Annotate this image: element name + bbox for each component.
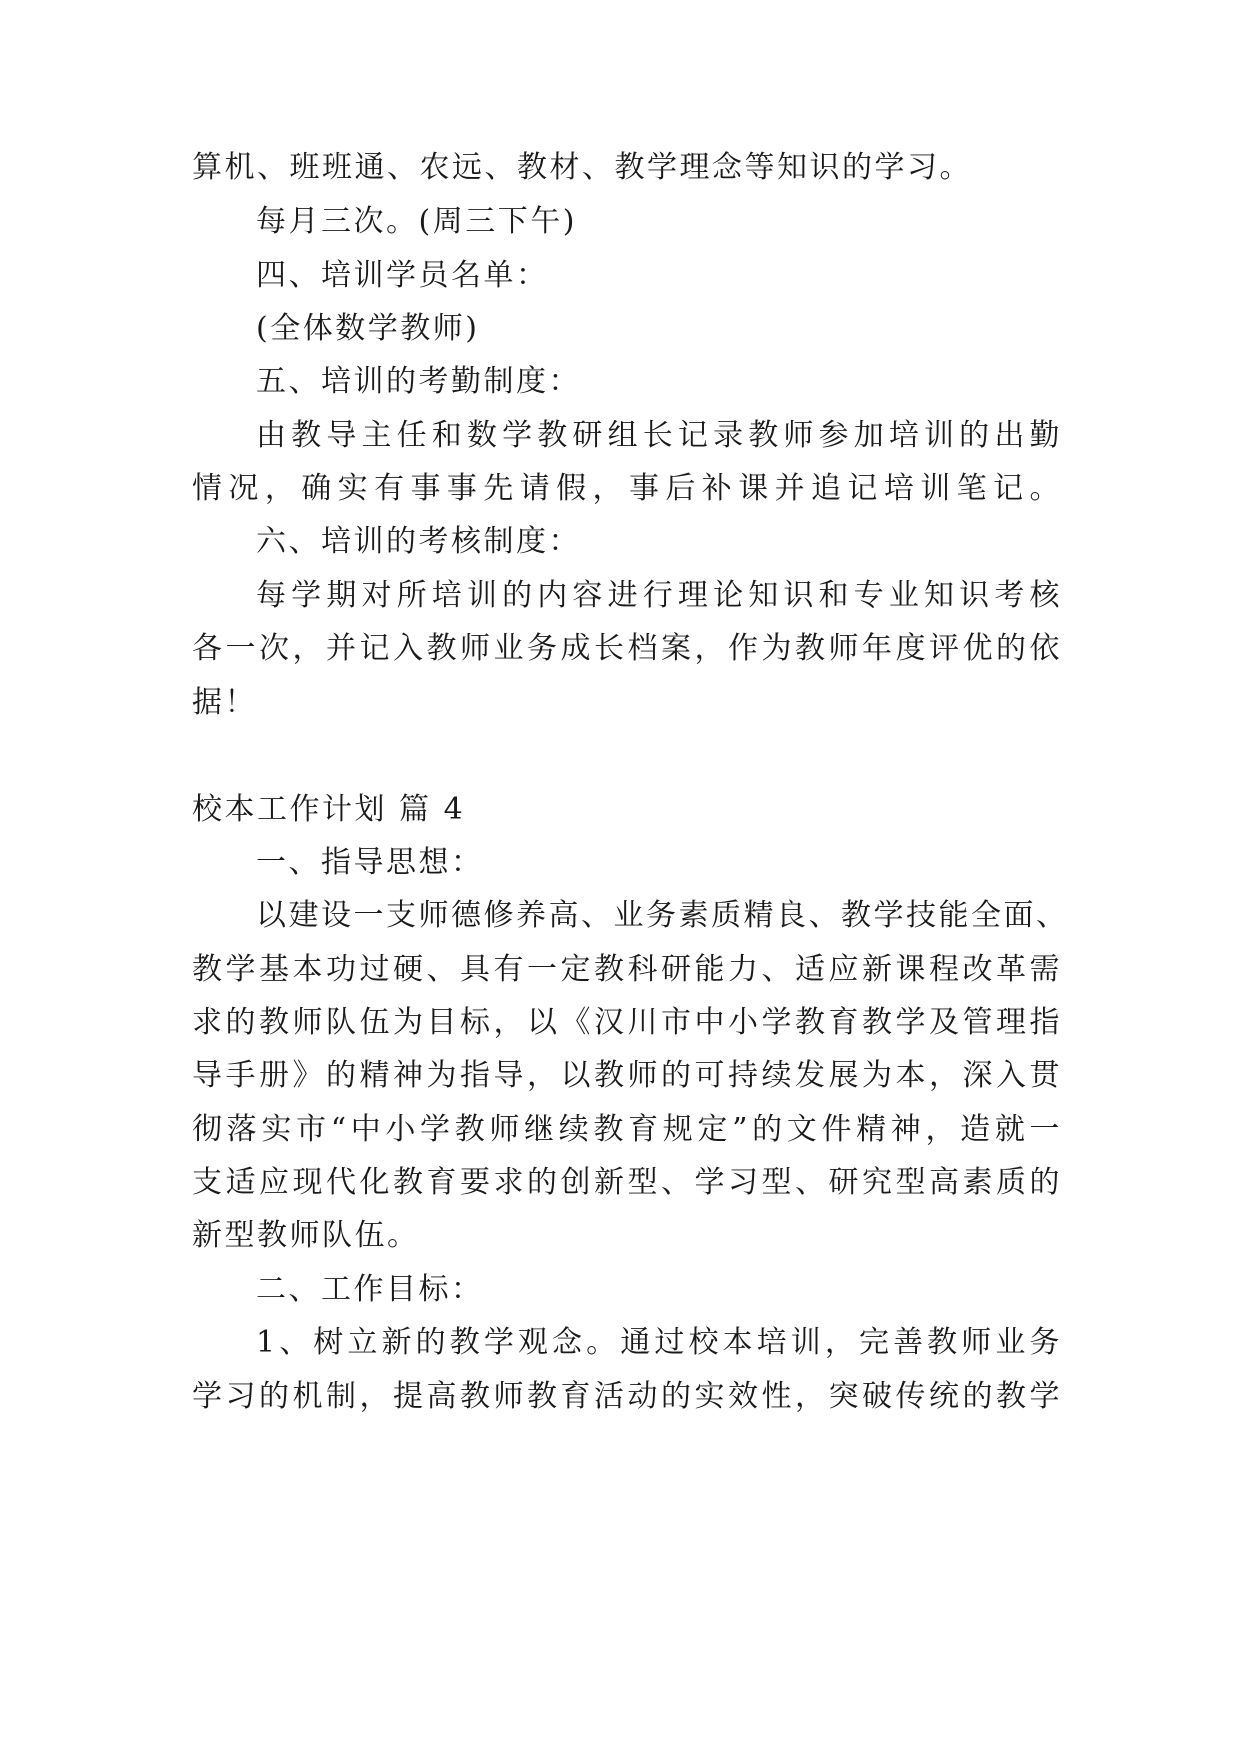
article-title: 校本工作计划 篇 4 — [192, 792, 466, 827]
paragraph-line: 由教导主任和数学教研组长记录教师参加培训的出勤 — [256, 418, 1062, 453]
section-heading: 二、工作目标： — [256, 1272, 484, 1307]
paragraph-line: 以建设一支师德修养高、业务素质精良、教学技能全面、 — [256, 898, 1069, 933]
section-heading: 一、指导思想： — [256, 845, 484, 880]
paragraph-line: (全体数学教师) — [256, 311, 480, 346]
paragraph-line: 支适应现代化教育要求的创新型、学习型、研究型高素质的 — [192, 1165, 1062, 1200]
paragraph-line: 据！ — [192, 685, 257, 720]
paragraph-line: 情况，确实有事事先请假，事后补课并追记培训笔记。 — [192, 471, 1062, 506]
paragraph-line: 每月三次。(周三下午) — [256, 204, 577, 239]
paragraph-line: 教学基本功过硬、具有一定教科研能力、适应新课程改革需 — [192, 952, 1062, 987]
paragraph-line: 导手册》的精神为指导，以教师的可持续发展为本，深入贯 — [192, 1058, 1062, 1093]
paragraph-line: 算机、班班通、农远、教材、教学理念等知识的学习。 — [192, 150, 972, 185]
paragraph-line: 每学期对所培训的内容进行理论知识和专业知识考核 — [256, 578, 1062, 613]
section-heading: 六、培训的考核制度： — [256, 524, 581, 559]
section-heading: 四、培训学员名单： — [256, 258, 549, 293]
paragraph-line: 新型教师队伍。 — [192, 1218, 420, 1253]
paragraph-line: 1、树立新的教学观念。通过校本培训，完善教师业务 — [256, 1325, 1062, 1360]
paragraph-line: 学习的机制，提高教师教育活动的实效性，突破传统的教学 — [192, 1379, 1062, 1414]
section-heading: 五、培训的考勤制度： — [256, 364, 581, 399]
paragraph-line: 求的教师队伍为目标，以《汉川市中小学教育教学及管理指 — [192, 1005, 1062, 1040]
paragraph-line: 彻落实市“中小学教师继续教育规定”的文件精神，造就一 — [192, 1112, 1062, 1147]
paragraph-line: 各一次，并记入教师业务成长档案，作为教师年度评优的依 — [192, 631, 1062, 666]
